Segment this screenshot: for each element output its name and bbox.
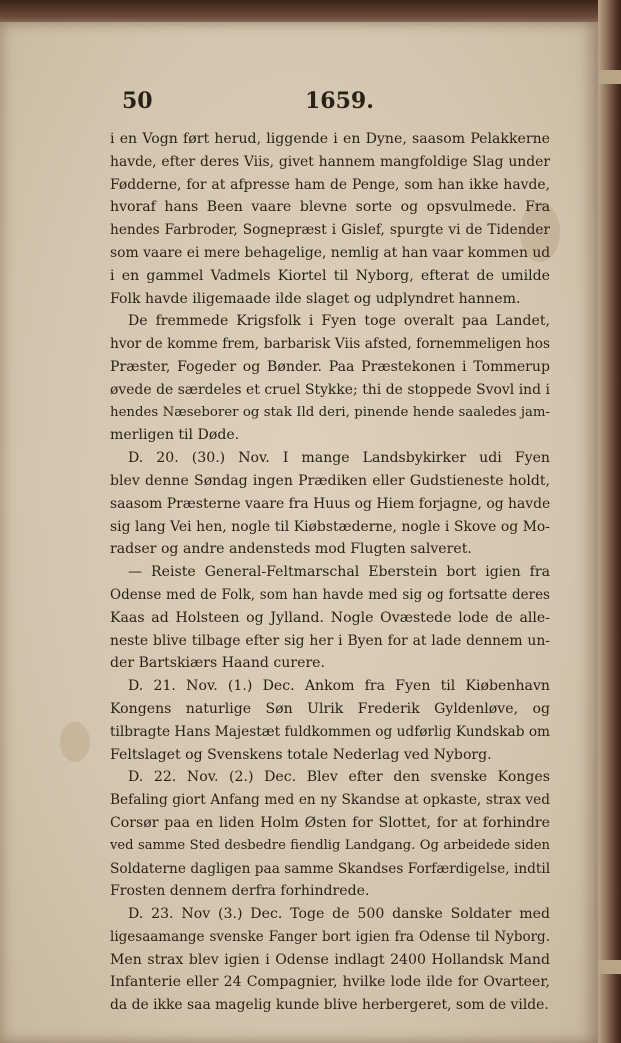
text-line: øvede de særdeles et cruel Stykke; thi de stoppede Svovl ind i bbox=[110, 381, 550, 398]
text-line: da de ikke saa magelig kunde blive herbergeret, som de vilde. bbox=[110, 997, 549, 1014]
page-number: 50 bbox=[122, 88, 153, 114]
text-line: radser og andre andensteds mod Flugten salveret. bbox=[110, 541, 472, 558]
book-spine-edge bbox=[598, 0, 621, 1043]
text-line: Fødderne, for at afpresse ham de Penge, som han ikke havde, bbox=[110, 176, 550, 193]
text-line: Corsør paa en liden Holm Østen for Slottet, for at forhindre bbox=[110, 814, 550, 831]
text-line: som vaare ei mere behagelige, nemlig at han vaar kommen ud bbox=[110, 244, 550, 261]
paper-stain bbox=[60, 722, 90, 762]
text-line: hvor de komme frem, barbarisk Viis afsted, fornemmeligen hos bbox=[110, 336, 550, 353]
text-line: Soldaterne dagligen paa samme Skandses Forfærdigelse, indtil bbox=[110, 860, 550, 877]
text-line: De fremmede Krigsfolk i Fyen toge overalt paa Landet, bbox=[128, 313, 550, 330]
text-line: saasom Præsterne vaare fra Huus og Hiem forjagne, og havde bbox=[110, 495, 550, 512]
text-line: ved samme Sted desbedre fiendlig Landgang. Og arbeidede siden bbox=[110, 837, 550, 853]
text-line: hendes Næseborer og stak Ild deri, pinende hende saaledes jam- bbox=[110, 404, 550, 420]
text-line: Feltslaget og Svenskens totale Nederlag ved Nyborg. bbox=[110, 746, 492, 763]
text-line: D. 21. Nov. (1.) Dec. Ankom fra Fyen til Kiøbenhavn bbox=[128, 678, 550, 695]
text-line: Kongens naturlige Søn Ulrik Frederik Gyldenløve, og bbox=[110, 700, 550, 717]
text-line: Odense med de Folk, som han havde med sig og fortsatte deres bbox=[110, 586, 550, 603]
text-line: hvoraf hans Been vaare blevne sorte og opsvulmede. Fra bbox=[110, 199, 550, 216]
text-line: D. 22. Nov. (2.) Dec. Blev efter den svenske Konges bbox=[128, 769, 550, 786]
text-line: i en gammel Vadmels Kiortel til Nyborg, efterat de umilde bbox=[110, 267, 550, 284]
text-line: blev denne Søndag ingen Prædiken eller Gudstieneste holdt, bbox=[110, 472, 550, 489]
body-text bbox=[110, 128, 550, 1017]
text-line: neste blive tilbage efter sig her i Byen for at lade dennem un- bbox=[110, 632, 550, 649]
spine-band bbox=[598, 70, 621, 84]
page-header bbox=[0, 88, 598, 116]
text-line: hendes Farbroder, Sognepræst i Gislef, spurgte vi de Tidender bbox=[110, 222, 550, 239]
text-line: — Reiste General-Feltmarschal Eberstein bort igien fra bbox=[128, 564, 550, 581]
page-heading-year: 1659. bbox=[305, 88, 374, 114]
text-line: tilbragte Hans Majestæt fuldkommen og udførlig Kundskab om bbox=[110, 723, 550, 740]
text-line: Frosten dennem derfra forhindrede. bbox=[110, 883, 370, 900]
text-line: Folk havde iligemaade ilde slaget og udplyndret hannem. bbox=[110, 290, 521, 307]
text-line: Men strax blev igien i Odense indlagt 2400 Hollandsk Mand bbox=[110, 951, 550, 968]
text-line: i en Vogn ført herud, liggende i en Dyne, saasom Pelakkerne bbox=[110, 131, 550, 147]
text-line: merligen til Døde. bbox=[110, 427, 240, 444]
text-line: Præster, Fogeder og Bønder. Paa Præstekonen i Tommerup bbox=[110, 358, 550, 375]
text-line: sig lang Vei hen, nogle til Kiøbstæderne, nogle i Skove og Mo- bbox=[110, 518, 550, 535]
text-line: Kaas ad Holsteen og Jylland. Nogle Ovæstede lode de alle- bbox=[110, 609, 550, 626]
text-line: D. 20. (30.) Nov. I mange Landsbykirker udi Fyen bbox=[128, 450, 550, 467]
text-line: Infanterie eller 24 Compagnier, hvilke lode ilde for Ovarteer, bbox=[110, 974, 550, 991]
text-line: der Bartskiærs Haand curere. bbox=[110, 655, 325, 672]
text-line: D. 23. Nov (3.) Dec. Toge de 500 danske Soldater med bbox=[128, 906, 550, 923]
spine-band bbox=[598, 960, 621, 974]
text-line: ligesaamange svenske Fanger bort igien fra Odense til Nyborg. bbox=[110, 928, 550, 945]
text-line: Befaling giort Anfang med en ny Skandse at opkaste, strax ved bbox=[110, 792, 550, 809]
text-line: havde, efter deres Viis, givet hannem mangfoldige Slag under bbox=[110, 153, 550, 170]
